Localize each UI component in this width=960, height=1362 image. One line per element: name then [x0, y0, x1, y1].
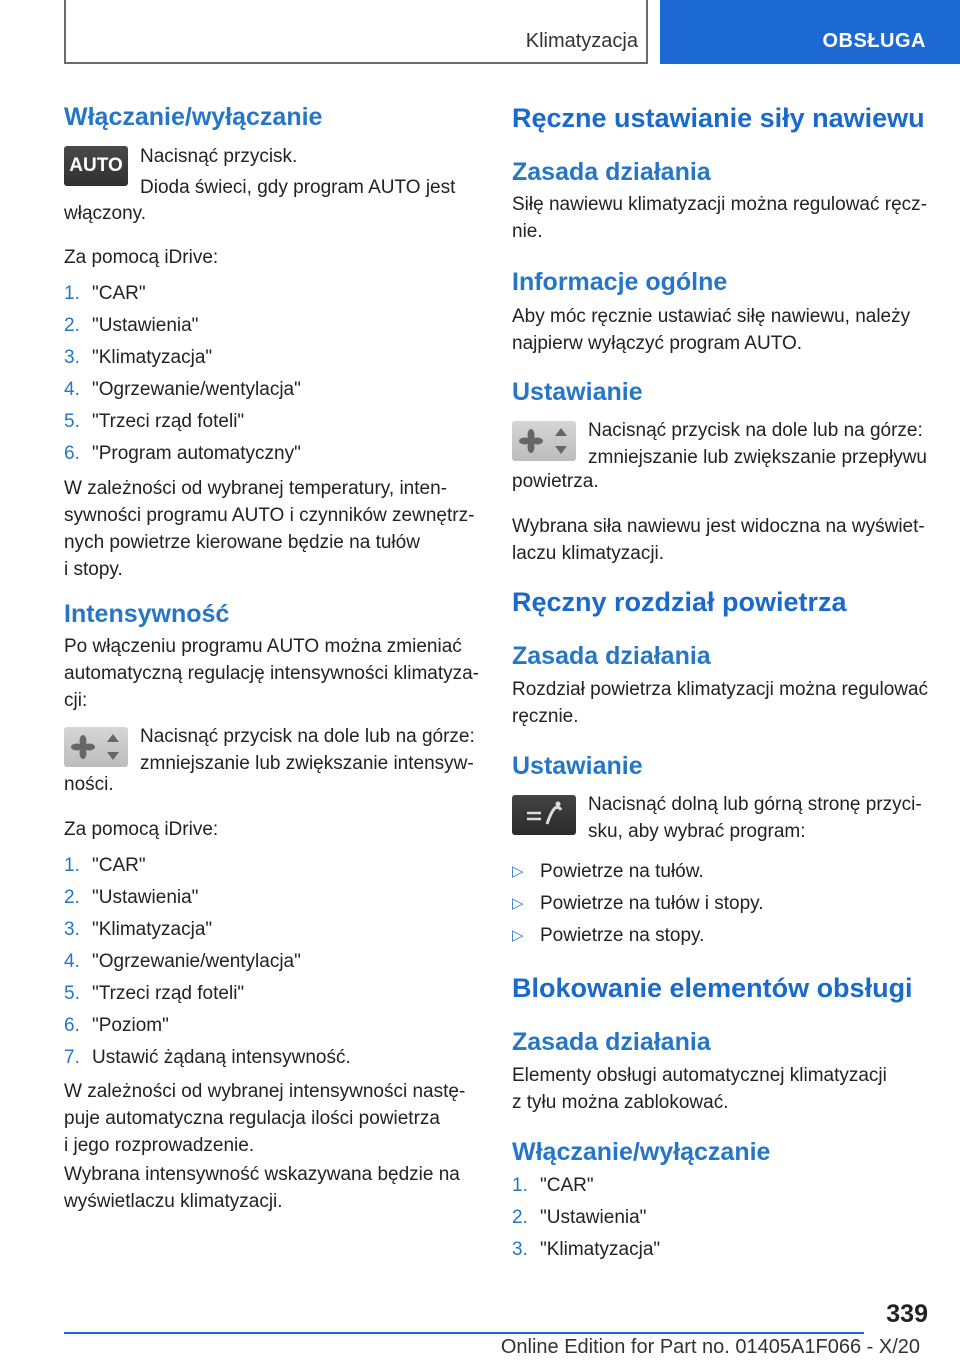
- chapter-tab: [660, 0, 960, 64]
- paragraph-fan-display: Wybrana siła nawiewu jest widoczna na wyświet- laczu klimatyzacji.: [512, 516, 925, 564]
- list-item: ▷ Powietrze na tułów i stopy.: [512, 888, 930, 920]
- heading-lock: Blokowanie elementów obsługi: [512, 973, 913, 1003]
- heading-general-info: Informacje ogólne: [512, 268, 728, 296]
- list-item: 3. "Klimatyzacja": [64, 347, 213, 368]
- list-item: ▷ Powietrze na stopy.: [512, 920, 930, 952]
- list-item: ▷ Powietrze na tułów.: [512, 856, 930, 888]
- list-item: 6. "Program automatyczny": [64, 443, 301, 464]
- paragraph-distribution: Rozdział powietrza klimatyzacji można regulować ręcznie.: [512, 679, 929, 727]
- heading-intensity: Intensywność: [64, 600, 230, 628]
- paragraph-fan: Siłę nawiewu klimatyzacji można regulować ręcz- nie.: [512, 194, 927, 242]
- idrive-text-1: Za pomocą iDrive:: [64, 247, 219, 268]
- list-item: 5. "Trzeci rząd foteli": [64, 411, 245, 432]
- chapter-tab-label: OBSŁUGA: [822, 30, 926, 52]
- page-number: 339: [886, 1300, 928, 1328]
- list-item: 7. Ustawić żądaną intensywność.: [64, 1047, 351, 1068]
- list-item: 3. "Klimatyzacja": [64, 919, 213, 940]
- heading-principle-3: Zasada działania: [512, 1028, 711, 1056]
- paragraph-lock: Elementy obsługi automatycznej klimatyzacji z tyłu można zablokować.: [512, 1065, 887, 1113]
- led-line-1: Dioda świeci, gdy program AUTO jest: [140, 177, 456, 198]
- paragraph-info: Aby móc ręcznie ustawiać siłę nawiewu, należy najpierw wyłączyć program AUTO.: [512, 306, 911, 354]
- list-item: 2. "Ustawienia": [512, 1207, 647, 1228]
- list-item: 2. "Ustawienia": [64, 315, 199, 336]
- heading-setting-1: Ustawianie: [512, 378, 643, 406]
- press-rocker-text-end: ności.: [64, 774, 114, 795]
- press-distribution-text: Nacisnąć dolną lub górną stronę przyci- sku, aby wybrać program:: [588, 794, 922, 842]
- distribution-options: [512, 856, 930, 952]
- section-title: Klimatyzacja: [525, 30, 638, 52]
- list-item: 6. "Poziom": [64, 1015, 169, 1036]
- heading-manual-fan: Ręczne ustawianie siły nawiewu: [512, 103, 925, 133]
- idrive-steps-3: [512, 1170, 930, 1266]
- footer-divider: [64, 1332, 864, 1334]
- list-item: 1. "CAR": [64, 855, 146, 876]
- paragraph-display: Wybrana intensywność wskazywana będzie na wyświetlaczu klimatyzacji.: [64, 1164, 460, 1212]
- footer-edition: Online Edition for Part no. 01405A1F066 - X/20: [500, 1336, 920, 1358]
- air-distribution-button-icon: [512, 795, 576, 835]
- list-item: 4. "Ogrzewanie/wentylacja": [64, 951, 301, 972]
- press-fan-text-end: powietrza.: [512, 471, 599, 492]
- idrive-text-2: Za pomocą iDrive:: [64, 819, 219, 840]
- fan-rocker-button-icon: [64, 727, 128, 767]
- press-fan-text: Nacisnąć przycisk na dole lub na górze: zmniejszanie lub zwiększanie przepływu: [588, 420, 927, 468]
- led-line-2: włączony.: [64, 203, 147, 224]
- press-rocker-text: Nacisnąć przycisk na dole lub na górze: zmniejszanie lub zwiększanie intensyw-: [140, 726, 475, 774]
- heading-principle-2: Zasada działania: [512, 642, 711, 670]
- heading-on-off-2: Włączanie/wyłączanie: [512, 1138, 771, 1166]
- paragraph-regulation: W zależności od wybranej intensywności nastę- puje automatyczna regulacja ilości powietrza i jego rozprowadzenie.: [64, 1081, 466, 1156]
- triangle-bullet-icon: ▷: [512, 927, 524, 944]
- auto-button-label: AUTO: [69, 155, 123, 176]
- paragraph-intensity: Po włączeniu programu AUTO można zmieniać automatyczną regulację intensywności klimatyza- cji:: [64, 636, 480, 711]
- idrive-steps-2: [64, 850, 484, 1074]
- triangle-bullet-icon: ▷: [512, 863, 524, 880]
- list-item: 1. "CAR": [512, 1175, 594, 1196]
- heading-setting-2: Ustawianie: [512, 752, 643, 780]
- list-item: 5. "Trzeci rząd foteli": [64, 983, 245, 1004]
- heading-manual-distribution: Ręczny rozdział powietrza: [512, 587, 847, 617]
- idrive-steps-1: [64, 278, 484, 470]
- heading-on-off: Włączanie/wyłączanie: [64, 103, 323, 131]
- press-button-text: Nacisnąć przycisk.: [140, 146, 298, 167]
- triangle-bullet-icon: ▷: [512, 895, 524, 912]
- paragraph-dependency: W zależności od wybranej temperatury, inten- sywności programu AUTO i czynników zewnętrz- nych powietrze kierowane będzie na tułów i stopy.: [64, 478, 475, 580]
- list-item: 2. "Ustawienia": [64, 887, 199, 908]
- heading-principle-1: Zasada działania: [512, 158, 711, 186]
- list-item: 4. "Ogrzewanie/wentylacja": [64, 379, 301, 400]
- fan-rocker-button-icon: [512, 421, 576, 461]
- auto-button-icon: [64, 146, 128, 186]
- list-item: 3. "Klimatyzacja": [512, 1239, 661, 1260]
- list-item: 1. "CAR": [64, 283, 146, 304]
